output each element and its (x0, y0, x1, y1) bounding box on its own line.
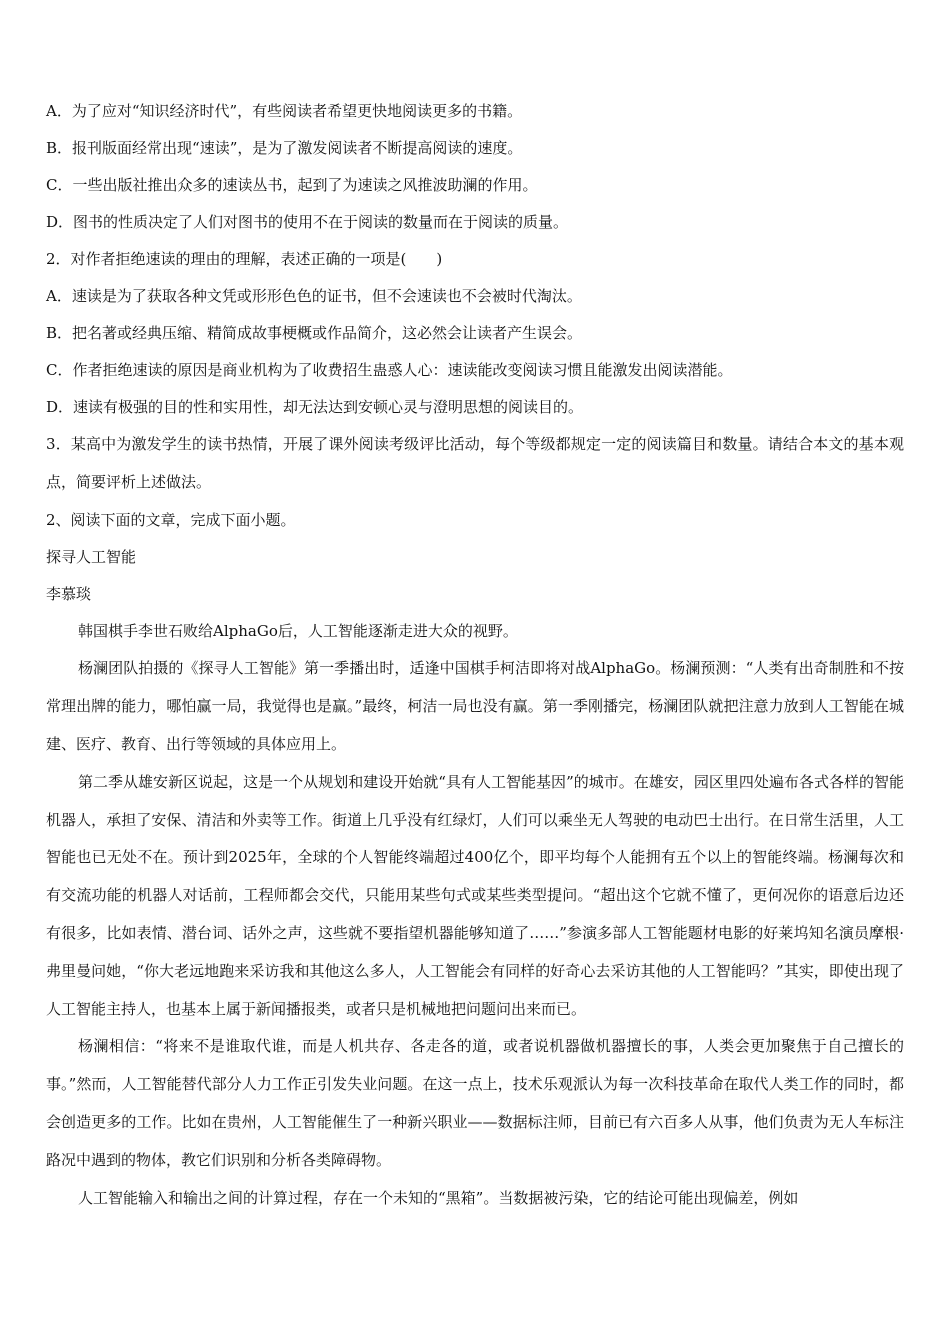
q2-option-c: C．作者拒绝速读的原因是商业机构为了收费招生蛊惑人心：速读能改变阅读习惯且能激发出阅读潜能。 (46, 361, 733, 379)
q1-option-b: B．报刊版面经常出现“速读”，是为了激发阅读者不断提高阅读的速度。 (46, 139, 523, 157)
article-paragraph-5: 人工智能输入和输出之间的计算过程，存在一个未知的“黑箱”。当数据被污染，它的结论可能出现偏差，例如 (78, 1188, 799, 1207)
article-paragraph-1: 韩国棋手李世石败给AlphaGo后，人工智能逐渐走进大众的视野。 (78, 621, 518, 640)
article-paragraph-2: 杨澜团队拍摄的《探寻人工智能》第一季播出时，适逢中国棋手柯洁即将对战AlphaGo。杨澜预测：“人类有出奇制胜和不按常理出牌的能力，哪怕赢一局，我觉得也是赢。”最终，柯洁一局也没有赢。第一季刚播完，杨澜团队就把注意力放到人工智能在城建、医疗、教育、出行等领域的具体应用上。 (46, 659, 904, 753)
section2-instruction: 2、阅读下面的文章，完成下面小题。 (46, 510, 296, 529)
article-paragraph-3: 第二季从雄安新区说起，这是一个从规划和建设开始就“具有人工智能基因”的城市。在雄安，园区里四处遍布各式各样的智能机器人，承担了安保、清洁和外卖等工作。街道上几乎没有红绿灯，人们可以乘坐无人驾驶的电动巴士出行。在日常生活里，人工智能也已无处不在。预计到2025年，全球的个人智能终端超过400亿个，即平均每个人能拥有五个以上的智能终端。杨澜每次和有交流功能的机器人对话前，工程师都会交代，只能用某些句式或某些类型提问。“超出这个它就不懂了，更何况你的语意后边还有很多，比如表情、潜台词、话外之声，这些就不要指望机器能够知道了……”参演多部人工智能题材电影的好莱坞知名演员摩根·弗里曼问她，“你大老远地跑来采访我和其他这么多人，人工智能会有同样的好奇心去采访其他的人工智能吗？”其实，即使出现了人工智能主持人，也基本上属于新闻播报类，或者只是机械地把问题问出来而已。 (46, 772, 904, 1018)
document-page (46, 93, 904, 1217)
article-paragraph-4: 杨澜相信：“将来不是谁取代谁，而是人机共存、各走各的道，或者说机器做机器擅长的事，人类会更加聚焦于自己擅长的事。”然而，人工智能替代部分人力工作正引发失业问题。在这一点上，技术乐观派认为每一次科技革命在取代人类工作的同时，都会创造更多的工作。比如在贵州，人工智能催生了一种新兴职业——数据标注师，目前已有六百多人从事，他们负责为无人车标注路况中遇到的物体，教它们识别和分析各类障碍物。 (46, 1037, 904, 1169)
q2-option-a: A．速读是为了获取各种文凭或形形色色的证书，但不会速读也不会被时代淘汰。 (46, 287, 582, 305)
q1-option-d: D．图书的性质决定了人们对图书的使用不在于阅读的数量而在于阅读的质量。 (46, 213, 569, 231)
q3-stem: 3．某高中为激发学生的读书热情，开展了课外阅读考级评比活动，每个等级都规定一定的阅读篇目和数量。请结合本文的基本观点，简要评析上述做法。 (46, 435, 904, 491)
q2-stem: 2．对作者拒绝速读的理由的理解，表述正确的一项是( ) (46, 250, 443, 268)
article-title: 探寻人工智能 (46, 547, 137, 566)
article-author: 李慕琰 (46, 584, 92, 603)
q2-option-d: D．速读有极强的目的性和实用性，却无法达到安顿心灵与澄明思想的阅读目的。 (46, 398, 584, 416)
q1-option-a: A．为了应对“知识经济时代”，有些阅读者希望更快地阅读更多的书籍。 (46, 102, 523, 120)
q1-option-c: C．一些出版社推出众多的速读丛书，起到了为速读之风推波助澜的作用。 (46, 176, 538, 194)
q2-option-b: B．把名著或经典压缩、精简成故事梗概或作品简介，这必然会让读者产生误会。 (46, 324, 583, 342)
